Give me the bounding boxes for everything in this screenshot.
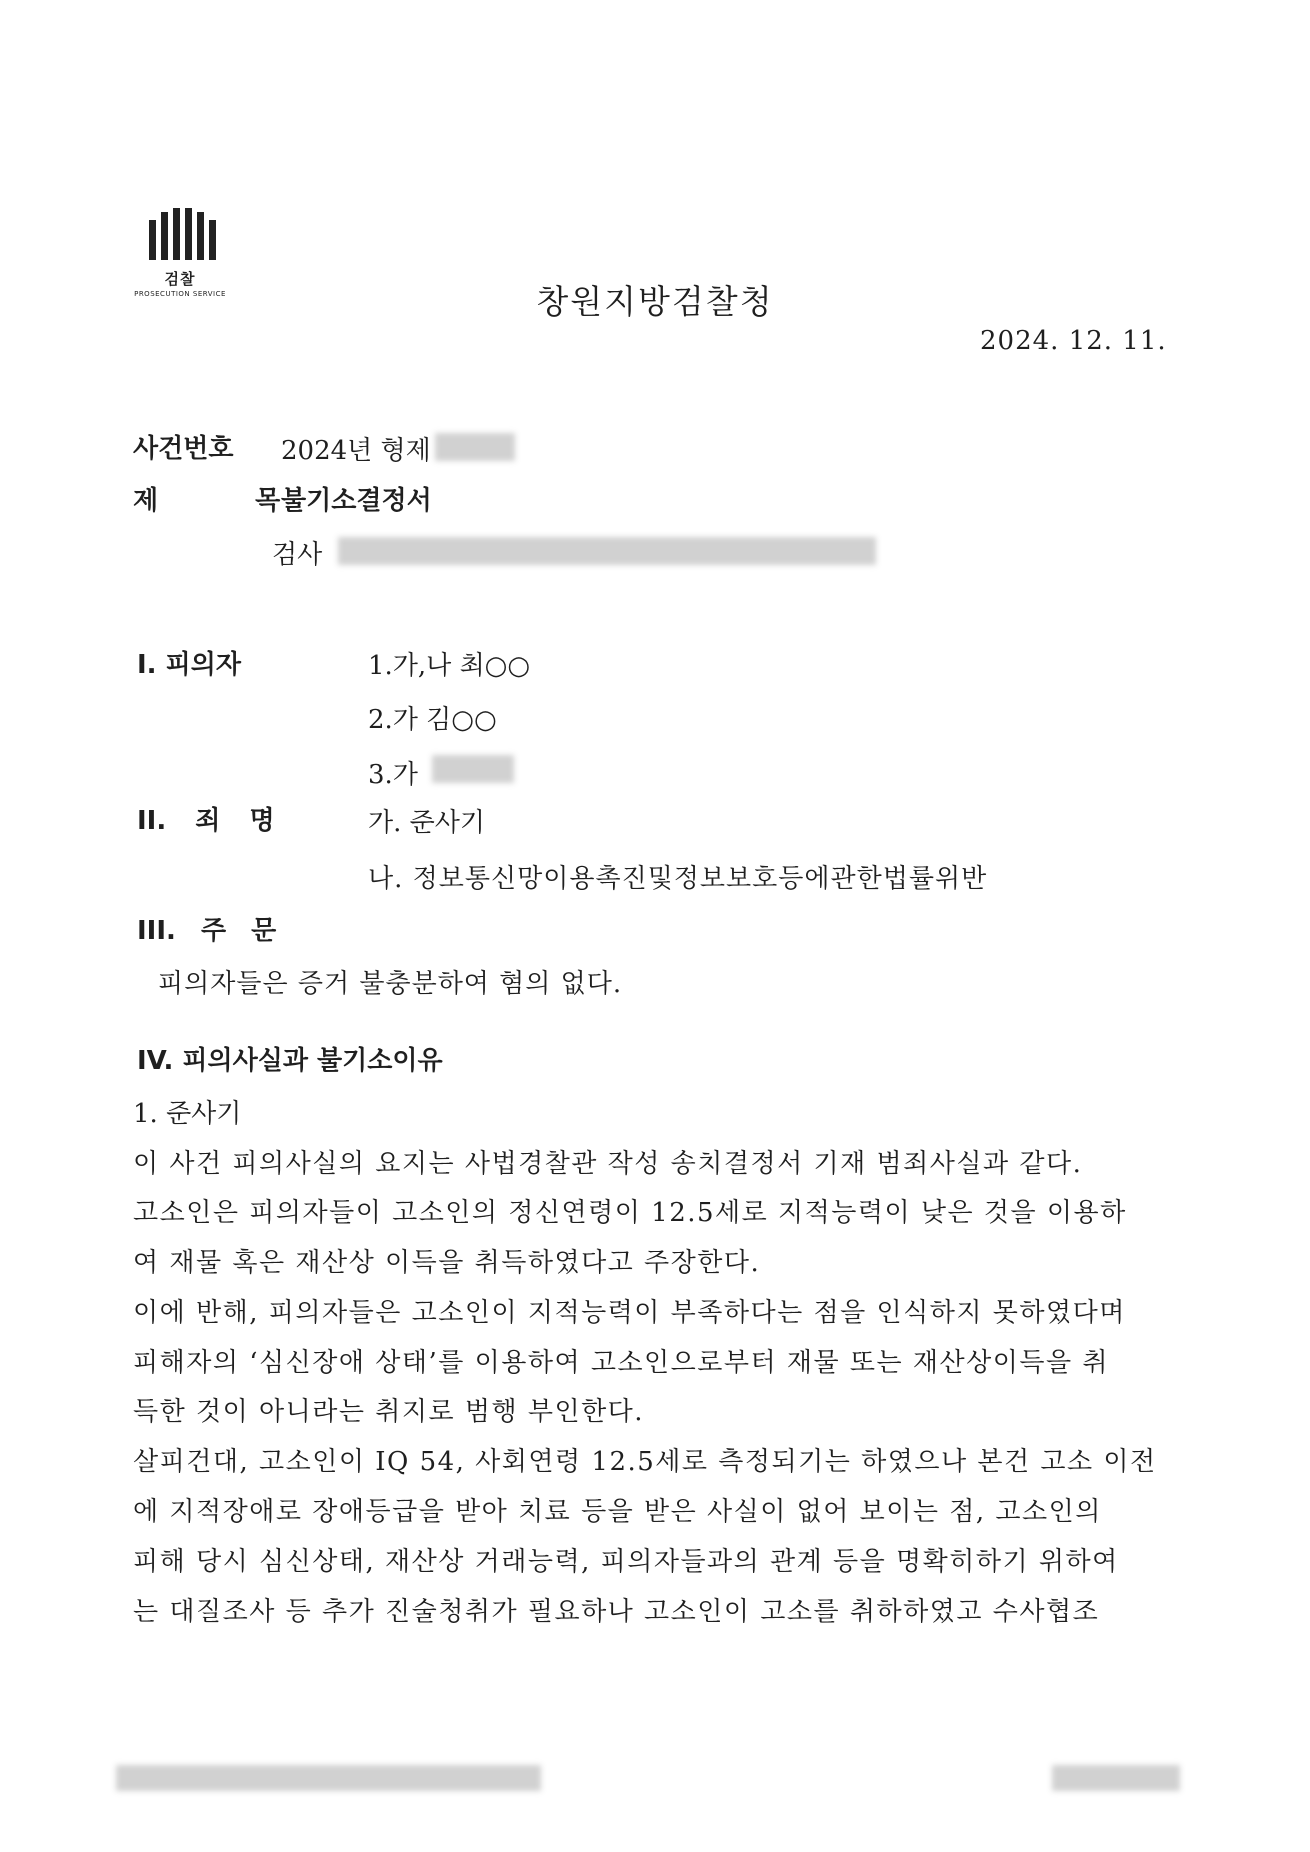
body-line-9: 피해 당시 심신상태, 재산상 거래능력, 피의자들과의 관계 등을 명확히하기 위하여 (133, 1547, 1119, 1577)
section-disposition-label: III. 주 문 (137, 916, 277, 946)
suspect-3: 3.가 (368, 760, 418, 790)
section-suspects-label: I. 피의자 (137, 650, 241, 680)
charge-1: 가. 준사기 (368, 808, 485, 838)
redacted-suspect-3 (432, 755, 514, 783)
logo-text-ko: 검찰 (164, 270, 196, 288)
body-line-6: 득한 것이 아니라는 취지로 범행 부인한다. (133, 1397, 645, 1427)
logo-text-en: PROSECUTION SERVICE (134, 290, 226, 298)
case-number-value: 2024년 형제 (281, 436, 431, 466)
logo-emblem-icon (149, 208, 240, 260)
body-line-5: 피해자의 ‘심신장애 상태’를 이용하여 고소인으로부터 재물 또는 재산상이득을 취 (133, 1348, 1109, 1378)
redacted-prosecutor-name (338, 537, 876, 565)
redacted-footer-left (116, 1765, 541, 1791)
suspect-1: 1.가,나 최○○ (368, 651, 531, 681)
redacted-footer-right (1052, 1765, 1180, 1791)
case-number-label: 사건번호 (133, 434, 234, 464)
redacted-case-number (435, 433, 515, 461)
title-label: 제 목 (133, 486, 325, 516)
title-value: 불기소결정서 (281, 486, 432, 516)
disposition-text: 피의자들은 증거 불충분하여 혐의 없다. (158, 969, 623, 999)
body-line-8: 에 지적장애로 장애등급을 받아 치료 등을 받은 사실이 없어 보이는 점, 고소인의 (133, 1497, 1102, 1527)
body-line-2: 고소인은 피의자들이 고소인의 정신연령이 12.5세로 지적능력이 낮은 것을 이용하 (133, 1198, 1127, 1228)
body-line-3: 여 재물 혹은 재산상 이득을 취득하였다고 주장한다. (133, 1248, 761, 1278)
body-line-7: 살피건대, 고소인이 IQ 54, 사회연령 12.5세로 측정되기는 하였으나 본건 고소 이전 (133, 1447, 1157, 1477)
office-title: 창원지방검찰청 (536, 282, 774, 321)
charge-2: 나. 정보통신망이용촉진및정보보호등에관한법률위반 (368, 864, 988, 894)
suspect-2: 2.가 김○○ (368, 705, 497, 735)
subsection-1-title: 1. 준사기 (133, 1099, 242, 1129)
document-date: 2024. 12. 11. (980, 326, 1167, 356)
prosecutor-label: 검사 (272, 540, 323, 570)
section-reasons-label: IV. 피의사실과 불기소이유 (137, 1046, 443, 1076)
body-line-4: 이에 반해, 피의자들은 고소인이 지적능력이 부족하다는 점을 인식하지 못하였다며 (133, 1298, 1126, 1328)
section-charges-label: II. 죄 명 (137, 806, 275, 836)
body-line-10: 는 대질조사 등 추가 진술청취가 필요하나 고소인이 고소를 취하하였고 수사협조 (133, 1597, 1100, 1627)
body-line-1: 이 사건 피의사실의 요지는 사법경찰관 작성 송치결정서 기재 범죄사실과 같다. (133, 1149, 1083, 1179)
